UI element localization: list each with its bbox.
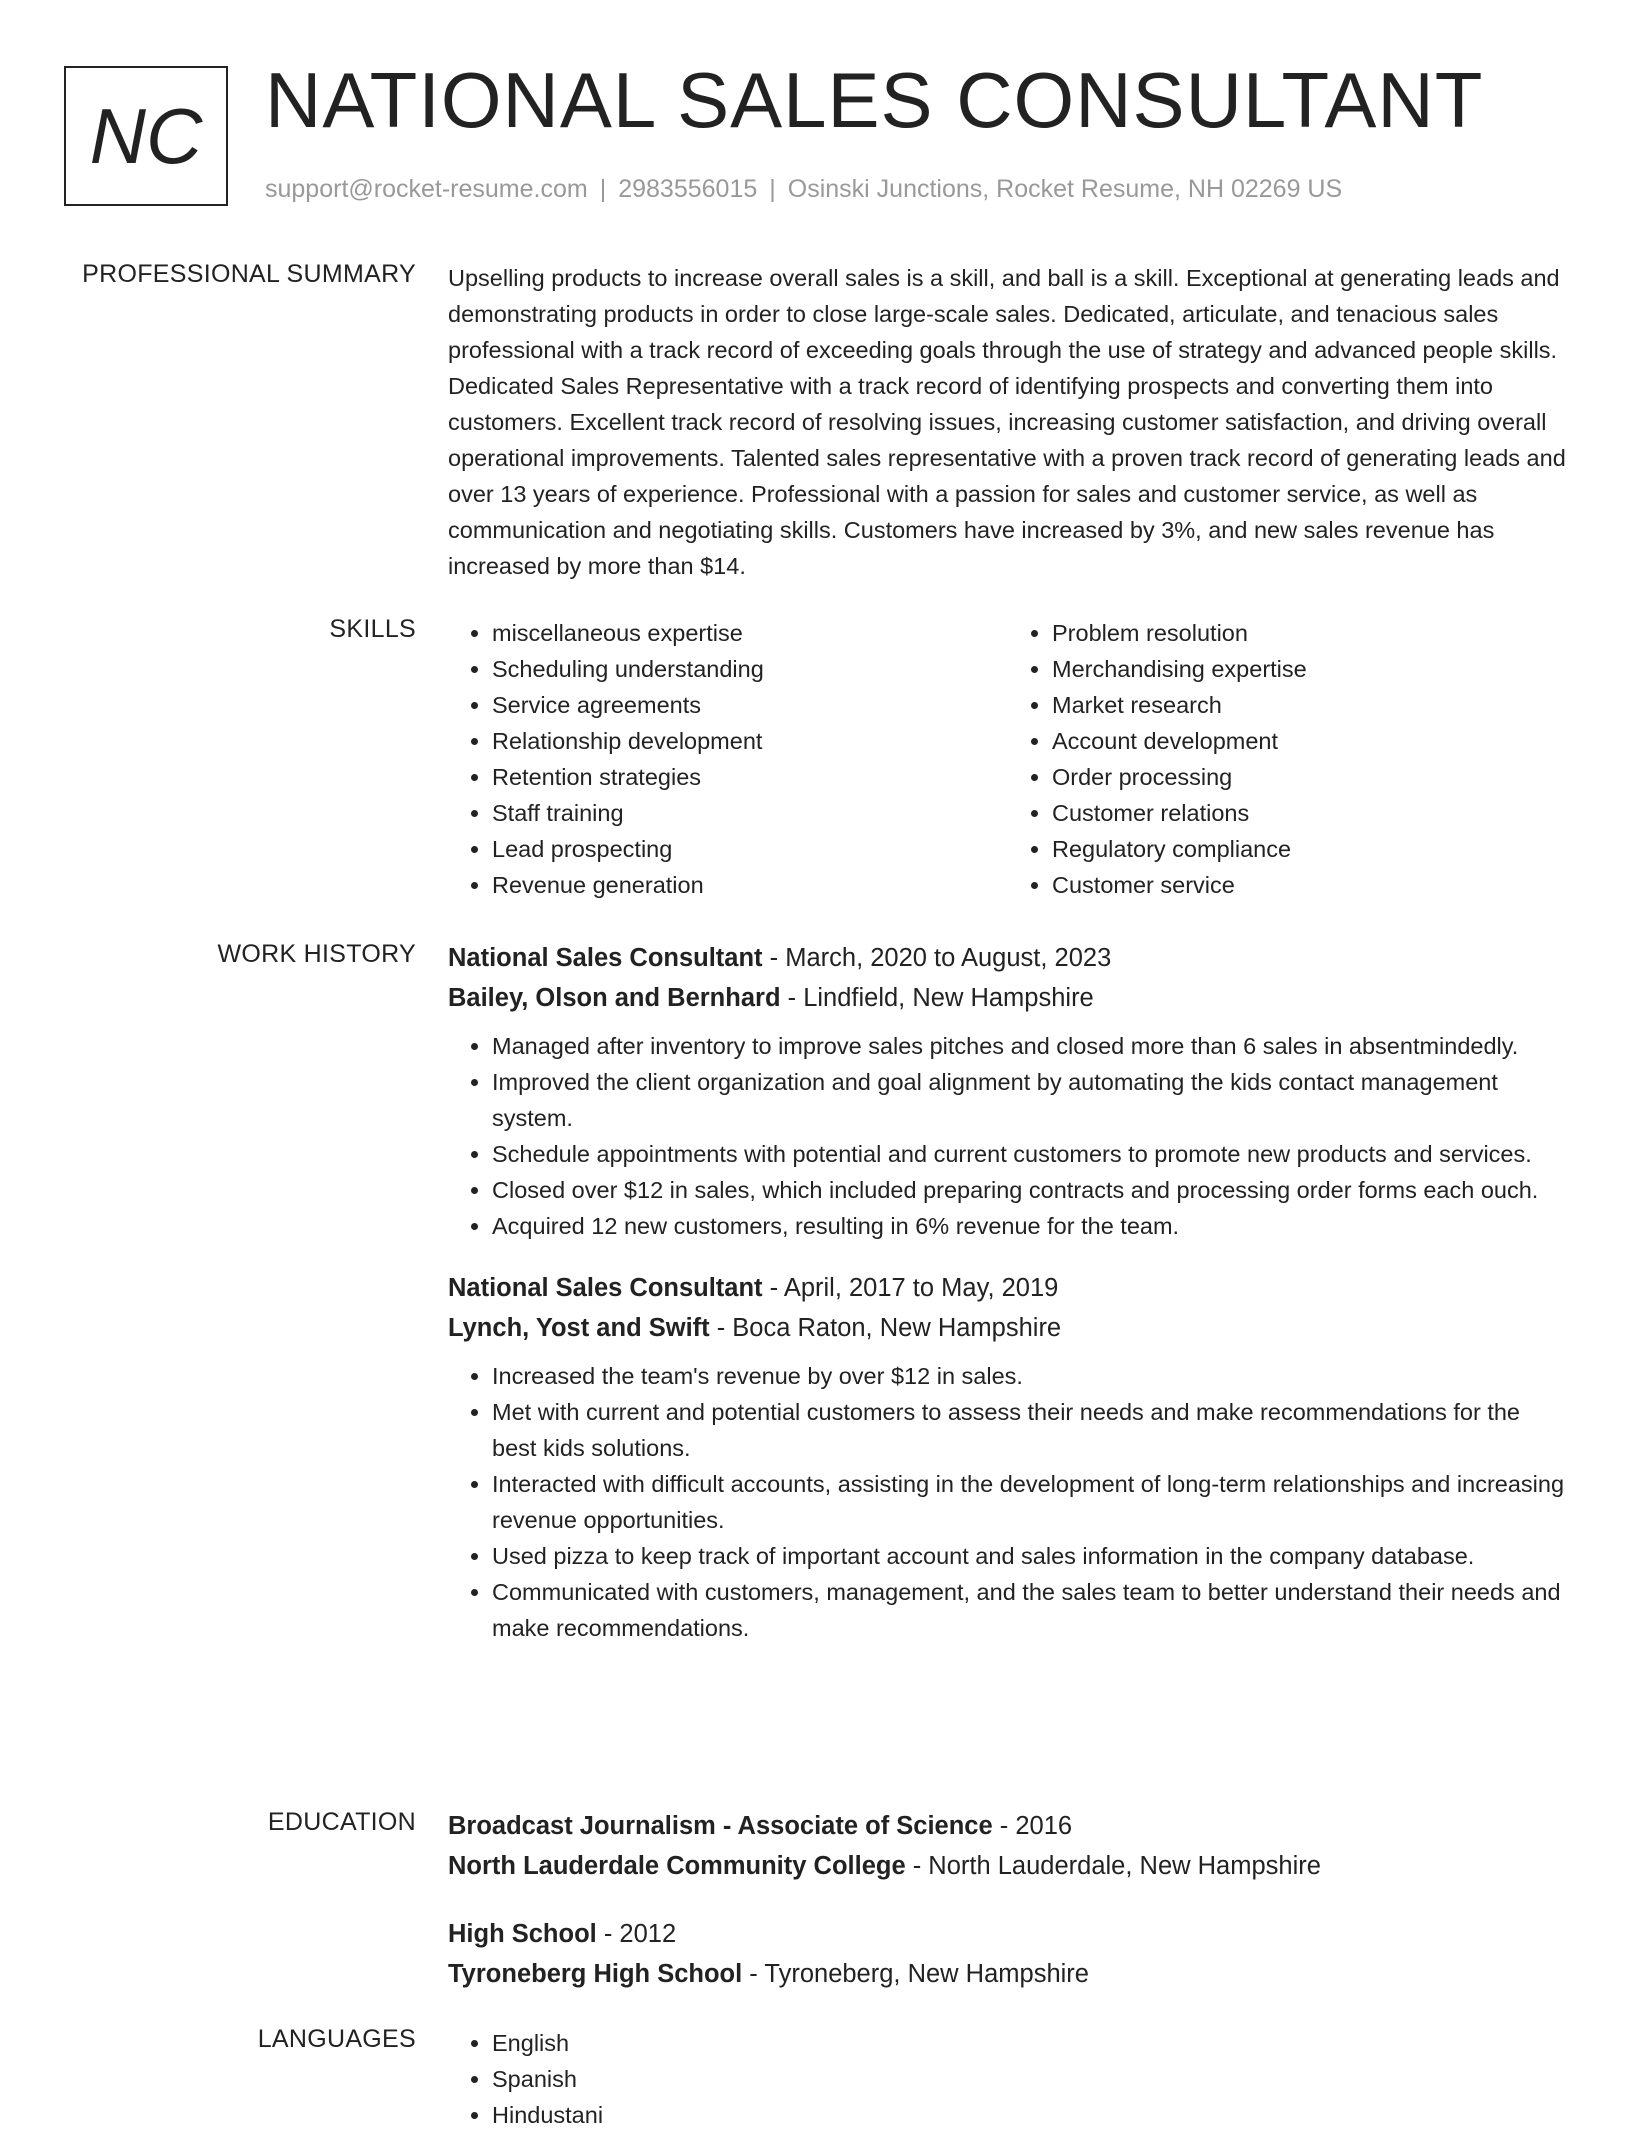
job-dates: - April, 2017 to May, 2019 <box>762 1274 1059 1302</box>
job-title-line <box>448 1268 1568 1308</box>
skill-item: • Revenue generation <box>492 867 1008 903</box>
job-bullet: • Improved the client organization and goal alignment by automating the kids contact management system. <box>492 1064 1568 1136</box>
job-company-line <box>448 978 1568 1018</box>
job-bullet: • Used pizza to keep track of important account and sales information in the company database. <box>492 1538 1568 1574</box>
job-bullet: • Interacted with difficult accounts, assisting in the development of long-term relationships and increasing revenue opportunities. <box>492 1466 1568 1538</box>
work-content <box>448 938 1568 1670</box>
skills-column-1 <box>448 615 1008 903</box>
skill-item: • Service agreements <box>492 687 1008 723</box>
skill-item: • Scheduling understanding <box>492 651 1008 687</box>
skill-item: • Staff training <box>492 795 1008 831</box>
skill-item: • Customer service <box>1052 867 1568 903</box>
languages-content <box>448 2025 1568 2133</box>
edu-year: - 2016 <box>992 1812 1073 1840</box>
edu-year: - 2012 <box>596 1920 677 1948</box>
edu-degree-line <box>448 1914 1568 1954</box>
section-label-languages: LANGUAGES <box>257 2025 416 2053</box>
edu-degree-line <box>448 1806 1568 1846</box>
job-entry <box>448 1268 1568 1646</box>
language-item: • English <box>492 2025 1568 2061</box>
job-bullet: • Communicated with customers, management, and the sales team to better understand their needs and make recommendations. <box>492 1574 1568 1646</box>
language-item: • Hindustani <box>492 2097 1568 2133</box>
contact-separator: | <box>599 175 607 203</box>
job-title-line <box>448 938 1568 978</box>
contact-phone[interactable]: 2983556015 <box>618 175 758 203</box>
skill-item: • Retention strategies <box>492 759 1008 795</box>
contact-email[interactable]: support@rocket-resume.com <box>265 175 588 203</box>
skills-column-2 <box>1008 615 1568 903</box>
section-label-skills: SKILLS <box>329 615 416 643</box>
job-company: Lynch, Yost and Swift <box>448 1314 710 1342</box>
skill-item: • Relationship development <box>492 723 1008 759</box>
section-label-summary: PROFESSIONAL SUMMARY <box>82 260 416 288</box>
summary-content <box>448 260 1568 584</box>
edu-school: North Lauderdale Community College <box>448 1852 906 1880</box>
job-location: - Lindfield, New Hampshire <box>780 984 1094 1012</box>
skills-content <box>448 615 1568 903</box>
job-title: National Sales Consultant <box>448 944 763 972</box>
job-company-line <box>448 1308 1568 1348</box>
skill-item: • Merchandising expertise <box>1052 651 1568 687</box>
job-bullets <box>448 1028 1568 1244</box>
job-location: - Boca Raton, New Hampshire <box>709 1314 1062 1342</box>
language-item: • Spanish <box>492 2061 1568 2097</box>
contact-line <box>265 175 1342 204</box>
languages-list <box>448 2025 1568 2133</box>
edu-location: - Tyroneberg, New Hampshire <box>742 1960 1089 1988</box>
skill-item: • Account development <box>1052 723 1568 759</box>
job-bullet: • Met with current and potential customers to assess their needs and make recommendations for the best kids solutions. <box>492 1394 1568 1466</box>
resume-title: NATIONAL SALES CONSULTANT <box>265 56 1484 144</box>
contact-address: Osinski Junctions, Rocket Resume, NH 02269 US <box>787 175 1343 203</box>
skill-item: • Problem resolution <box>1052 615 1568 651</box>
job-title: National Sales Consultant <box>448 1274 763 1302</box>
section-label-education: EDUCATION <box>267 1808 416 1836</box>
job-dates: - March, 2020 to August, 2023 <box>762 944 1112 972</box>
education-entry <box>448 1914 1568 1994</box>
skill-item: • Market research <box>1052 687 1568 723</box>
job-bullet: • Schedule appointments with potential and current customers to promote new products and services. <box>492 1136 1568 1172</box>
job-bullet: • Increased the team's revenue by over $12 in sales. <box>492 1358 1568 1394</box>
summary-text: Upselling products to increase overall sales is a skill, and ball is a skill. Exceptional at generating leads and demonstrating products in order to close large-scale sales. Dedicated, articulate, and tenacious sales professional with a track record of exceeding goals through the use of strategy and advanced people skills. Dedicated Sales Representative with a track record of identifying prospects and converting them into customers. Excellent track record of resolving issues, increasing customer satisfaction, and driving overall operational improvements. Talented sales representative with a proven track record of generating leads and over 13 years of experience. Professional with a passion for sales and customer service, as well as communication and negotiating skills. Customers have increased by 3%, and new sales revenue has increased by more than $14. <box>448 265 1566 579</box>
edu-location: - North Lauderdale, New Hampshire <box>905 1852 1321 1880</box>
job-bullets <box>448 1358 1568 1646</box>
job-entry <box>448 938 1568 1244</box>
skill-item: • Regulatory compliance <box>1052 831 1568 867</box>
skill-item: • Customer relations <box>1052 795 1568 831</box>
monogram-initials: NC <box>64 66 228 206</box>
job-bullet: • Acquired 12 new customers, resulting in 6% revenue for the team. <box>492 1208 1568 1244</box>
education-content <box>448 1806 1568 2022</box>
education-entry <box>448 1806 1568 1886</box>
contact-separator: | <box>769 175 776 203</box>
job-bullet: • Closed over $12 in sales, which included preparing contracts and processing order forms each ouch. <box>492 1172 1568 1208</box>
edu-school-line <box>448 1846 1568 1886</box>
edu-school-line <box>448 1954 1568 1994</box>
skill-item: • Order processing <box>1052 759 1568 795</box>
skill-item: • Lead prospecting <box>492 831 1008 867</box>
job-bullet: • Managed after inventory to improve sales pitches and closed more than 6 sales in absentmindedly. <box>492 1028 1568 1064</box>
skill-item: • miscellaneous expertise <box>492 615 1008 651</box>
edu-degree: Broadcast Journalism - Associate of Science <box>448 1812 993 1840</box>
edu-school: Tyroneberg High School <box>448 1960 743 1988</box>
edu-degree: High School <box>448 1920 597 1948</box>
section-label-work: WORK HISTORY <box>217 940 416 968</box>
job-company: Bailey, Olson and Bernhard <box>448 984 781 1012</box>
